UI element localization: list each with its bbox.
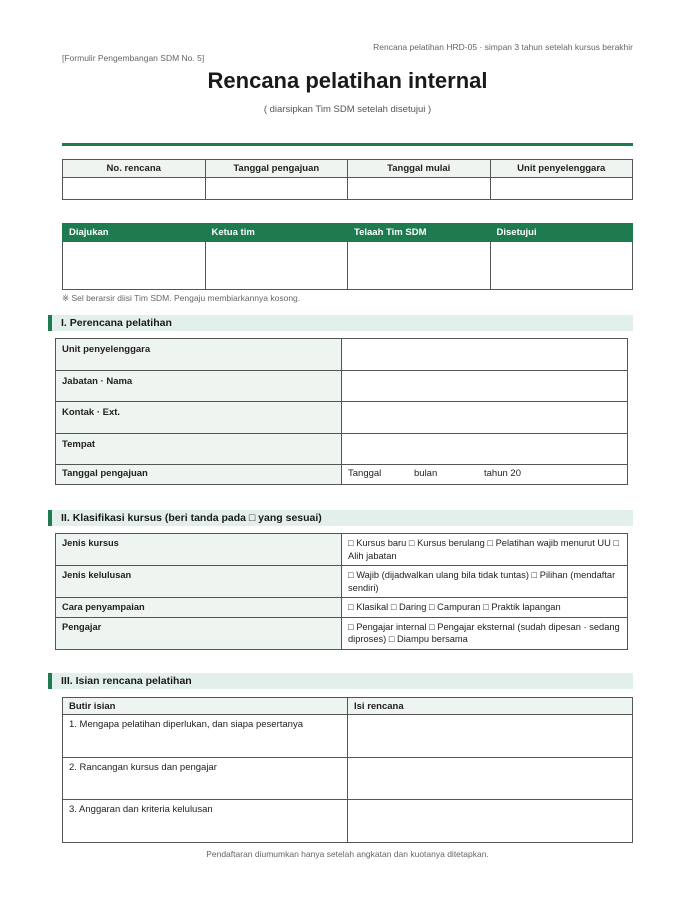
submission-date-input[interactable] [342, 465, 628, 485]
shaded-cell-note: ※ Sel berarsir diisi Tim SDM. Pengaju membiarkannya kosong. [62, 293, 301, 303]
header-submission-date: Tanggal pengajuan [205, 160, 348, 178]
date-year-label: tahun 20 [484, 468, 521, 479]
delivery-method-options[interactable]: □ Klasikal □ Daring □ Campuran □ Praktik lapangan [342, 598, 628, 618]
section-title: Perencana pelatihan [69, 317, 172, 329]
section-title: Klasifikasi kursus (beri tanda pada □ yang sesuai) [72, 512, 322, 524]
label-course-type: Jenis kursus [56, 534, 342, 566]
section-number: III. [61, 675, 73, 687]
form-number: [Formulir Pengembangan SDM No. 5] [62, 53, 205, 63]
organizing-unit-field[interactable] [490, 178, 633, 200]
section-marker [48, 315, 52, 331]
position-name-input[interactable] [342, 370, 628, 402]
header-team-lead: Ketua tim [205, 224, 348, 242]
location-input[interactable] [342, 433, 628, 465]
date-day-label: Tanggal [348, 468, 382, 479]
label-organizing-unit: Unit penyelenggara [56, 339, 342, 371]
plan-info-table [62, 159, 633, 200]
header-hr-review: Telaah Tim SDM [348, 224, 491, 242]
header-plan-number: No. rencana [63, 160, 206, 178]
classification-table [55, 533, 628, 650]
approved-signature-field[interactable] [490, 242, 633, 290]
header-divider [62, 143, 633, 146]
header-start-date: Tanggal mulai [348, 160, 491, 178]
header-approved: Disetujui [490, 224, 633, 242]
page-subtitle: ( diarsipkan Tim SDM setelah disetujui ) [263, 104, 432, 115]
plan-content-input[interactable] [348, 800, 633, 843]
section-title: Isian rencana pelatihan [75, 675, 192, 687]
header-plan-content: Isi rencana [348, 698, 633, 715]
team-lead-signature-field[interactable] [205, 242, 348, 290]
plan-content-input[interactable] [348, 715, 633, 758]
page-title: Rencana pelatihan internal [207, 68, 488, 93]
header-submitted: Diajukan [63, 224, 206, 242]
section-number: I. [61, 317, 67, 329]
header-organizing-unit: Unit penyelenggara [490, 160, 633, 178]
section-marker [48, 510, 52, 526]
footer-note: Pendaftaran diumumkan hanya setelah angkatan dan kuotanya ditetapkan. [206, 849, 489, 859]
contact-input[interactable] [342, 402, 628, 434]
section-1-heading [48, 315, 633, 331]
date-month-label: bulan [414, 468, 438, 479]
document-reference-note: Rencana pelatihan HRD-05 · simpan 3 tahun setelah kursus berakhir [373, 42, 633, 52]
start-date-field[interactable] [348, 178, 491, 200]
approval-table [62, 223, 633, 290]
label-completion-type: Jenis kelulusan [56, 566, 342, 598]
section-number: II. [61, 512, 70, 524]
section-2-heading [48, 510, 633, 526]
item-label: 1. Mengapa pelatihan diperlukan, dan siapa pesertanya [63, 715, 348, 758]
planner-table [55, 338, 628, 485]
label-delivery-method: Cara penyampaian [56, 598, 342, 618]
course-type-options[interactable]: □ Kursus baru □ Kursus berulang □ Pelatihan wajib menurut UU □ Alih jabatan [342, 534, 628, 566]
label-contact: Kontak · Ext. [56, 402, 342, 434]
submission-date-field[interactable] [205, 178, 348, 200]
label-position-name: Jabatan · Nama [56, 370, 342, 402]
label-location: Tempat [56, 433, 342, 465]
plan-content-table [62, 697, 633, 843]
plan-content-input[interactable] [348, 757, 633, 800]
instructor-options[interactable]: □ Pengajar internal □ Pengajar eksternal (sudah dipesan · sedang diproses) □ Diampu bersama [342, 617, 628, 649]
item-label: 2. Rancangan kursus dan pengajar [63, 757, 348, 800]
hr-review-signature-field[interactable] [348, 242, 491, 290]
completion-type-options[interactable]: □ Wajib (dijadwalkan ulang bila tidak tuntas) □ Pilihan (mendaftar sendiri) [342, 566, 628, 598]
header-item: Butir isian [63, 698, 348, 715]
organizing-unit-input[interactable] [342, 339, 628, 371]
label-submission-date: Tanggal pengajuan [56, 465, 342, 485]
item-label: 3. Anggaran dan kriteria kelulusan [63, 800, 348, 843]
section-marker [48, 673, 52, 689]
submitted-signature-field[interactable] [63, 242, 206, 290]
plan-number-field[interactable] [63, 178, 206, 200]
section-3-heading [48, 673, 633, 689]
label-instructor: Pengajar [56, 617, 342, 649]
